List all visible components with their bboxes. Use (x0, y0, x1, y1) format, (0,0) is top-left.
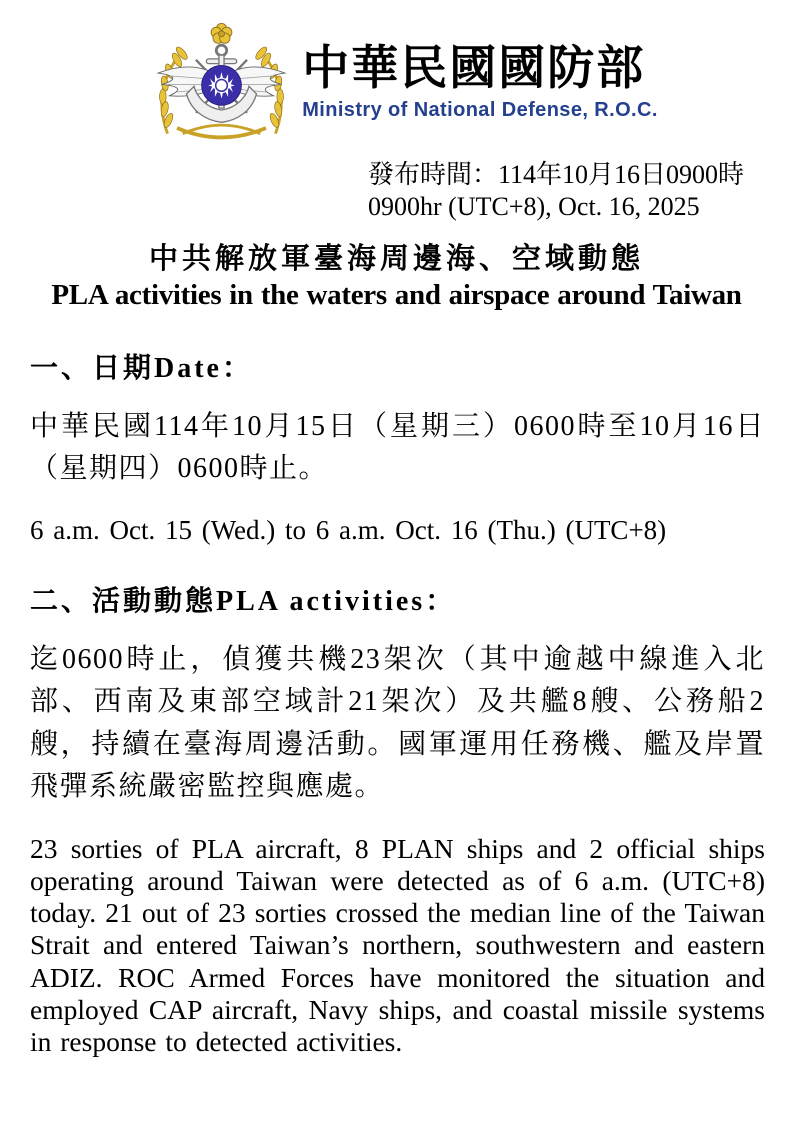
release-time (368, 159, 793, 223)
plum-blossom-icon (211, 23, 232, 43)
org-name-en: Ministry of National Defense, R.O.C. (302, 98, 658, 121)
mnd-emblem (149, 22, 294, 145)
date-paragraph-zh: 中華民國114年10月15日（星期三）0600時至10月16日（星期四）0600時止。 (30, 410, 765, 485)
date-paragraph-en: 6 a.m. Oct. 15 (Wed.) to 6 a.m. Oct. 16 (Thu.) (UTC+8) (30, 514, 667, 545)
section-heading-date: 一、日期Date： (30, 352, 253, 384)
activities-paragraph-en: 23 sorties of PLA aircraft, 8 PLAN ships and 2 official ships operating around Taiwan were detected as of 6 a.m. (UTC+8) today. 21 out of 23 sorties crossed the median line of the Taiwan Strait and entered Taiwan’s northern, southwestern and eastern ADIZ. ROC Armed Forces have monitored the situation and employed CAP aircraft, Navy ships, and coastal missile systems in response to detected activities. (30, 832, 765, 1057)
press-release-page (0, 22, 793, 1137)
org-names (302, 45, 658, 121)
activities-paragraph-zh: 迄0600時止，偵獲共機23架次（其中逾越中線進入北部、西南及東部空域計21架次）及共艦8艘、公務船2艘，持續在臺海周邊活動。國軍運用任務機、艦及岸置飛彈系統嚴密監控與應處。 (30, 643, 765, 803)
document-title (0, 243, 793, 313)
section-heading-activities: 二、活動動態PLA activities： (30, 585, 457, 617)
org-name-zh: 中華民國國防部 (302, 43, 646, 96)
document-title-en: PLA activities in the waters and airspace around Taiwan (51, 279, 742, 312)
header (0, 22, 793, 145)
release-time-en: 0900hr (UTC+8), Oct. 16, 2025 (368, 191, 700, 221)
release-time-zh: 發布時間：114年10月16日0900時 (368, 160, 745, 189)
document-title-zh: 中共解放軍臺海周邊海、空域動態 (148, 242, 644, 275)
document-body (30, 346, 765, 1058)
sun-disc-icon (202, 66, 242, 106)
